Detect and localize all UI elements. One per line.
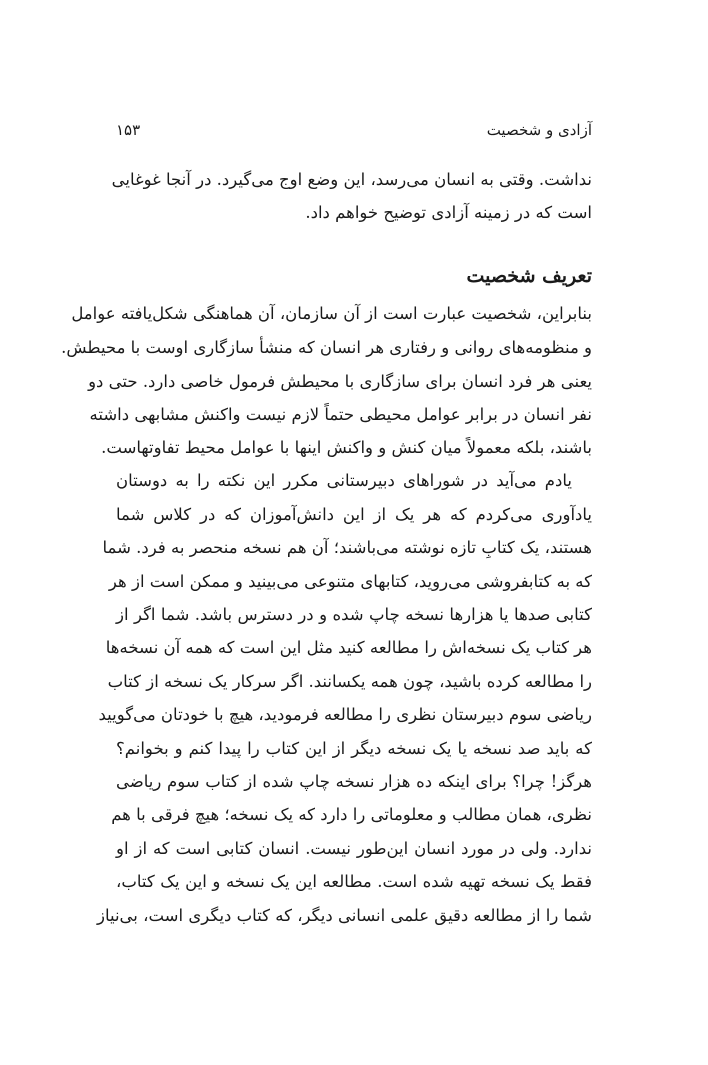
section-heading: تعریف شخصیت — [466, 265, 592, 287]
text-line: که باید صد نسخه یا یک نسخه دیگر از این کتاب را پیدا کنم و بخوانم؟ — [116, 739, 592, 758]
text-line: شما را از مطالعه دقیق علمی انسانی دیگر، که کتاب دیگری است، بی‌نیاز — [96, 906, 592, 925]
text-line: هر کتاب یک نسخه‌اش را مطالعه کنید مثل این است که همه آن نسخه‌ها — [105, 638, 592, 657]
text-line: باشند، بلکه معمولاً میان کنش و واکنش اینها با عوامل محیط تفاوتهاست. — [101, 438, 592, 457]
running-header — [116, 121, 592, 145]
text-line: کتابی صدها یا هزارها نسخه چاپ شده و در دسترس باشد. شما اگر از — [116, 605, 592, 624]
text-line: بنابراین، شخصیت عبارت است از آن سازمان، آن هماهنگی شکل‌یافته عوامل — [71, 304, 592, 323]
text-line: است که در زمینه آزادی توضیح خواهم داد. — [305, 203, 592, 222]
text-line: هرگز! چرا؟ برای اینکه ده هزار نسخه چاپ شده از کتاب سوم ریاضی — [116, 772, 592, 791]
text-line: یعنی هر فرد انسان برای سازگاری با محیطش فرمول خاصی دارد. حتی دو — [88, 372, 592, 391]
text-line: نظری، همان مطالب و معلوماتی را دارد که یک نسخه؛ هیچ فرقی با هم — [111, 805, 592, 824]
text-line: ریاضی سوم دبیرستان نظری را مطالعه فرمودید، هیچ با خودتان می‌گویید — [98, 705, 592, 724]
text-line: ندارد. ولی در مورد انسان این‌طور نیست. انسان کتابی است که از او — [116, 839, 592, 858]
text-line: نفر انسان در برابر عوامل محیطی حتماً لازم نیست واکنش مشابهی داشته — [89, 405, 592, 424]
text-line: یادم می‌آید در شوراهای دبیرستانی مکرر این نکته را به دوستان — [116, 471, 572, 490]
running-title: آزادی و شخصیت — [486, 121, 592, 139]
text-line: را مطالعه کرده باشید، چون همه یکسانند. اگر سرکار یک نسخه از کتاب — [107, 672, 592, 691]
text-line: یادآوری می‌کردم که هر یک از این دانش‌آموزان که در کلاس شما — [116, 505, 592, 524]
text-line: فقط یک نسخه تهیه شده است. مطالعه این یک نسخه و این یک کتاب، — [116, 872, 592, 891]
text-line: و منظومه‌های روانی و رفتاری هر انسان که منشأ سازگاری اوست با محیطش. — [61, 338, 592, 357]
text-line: که به کتابفروشی می‌روید، کتابهای متنوعی می‌بینید و ممکن است از هر — [108, 572, 592, 591]
page-number: ۱۵۳ — [116, 121, 141, 139]
text-line: نداشت. وقتی به انسان می‌رسد، این وضع اوج می‌گیرد. در آنجا غوغایی — [111, 170, 592, 189]
text-line: هستند، یک کتابِ تازه نوشته می‌باشند؛ آن هم نسخه منحصر به فرد. شما — [102, 538, 592, 557]
